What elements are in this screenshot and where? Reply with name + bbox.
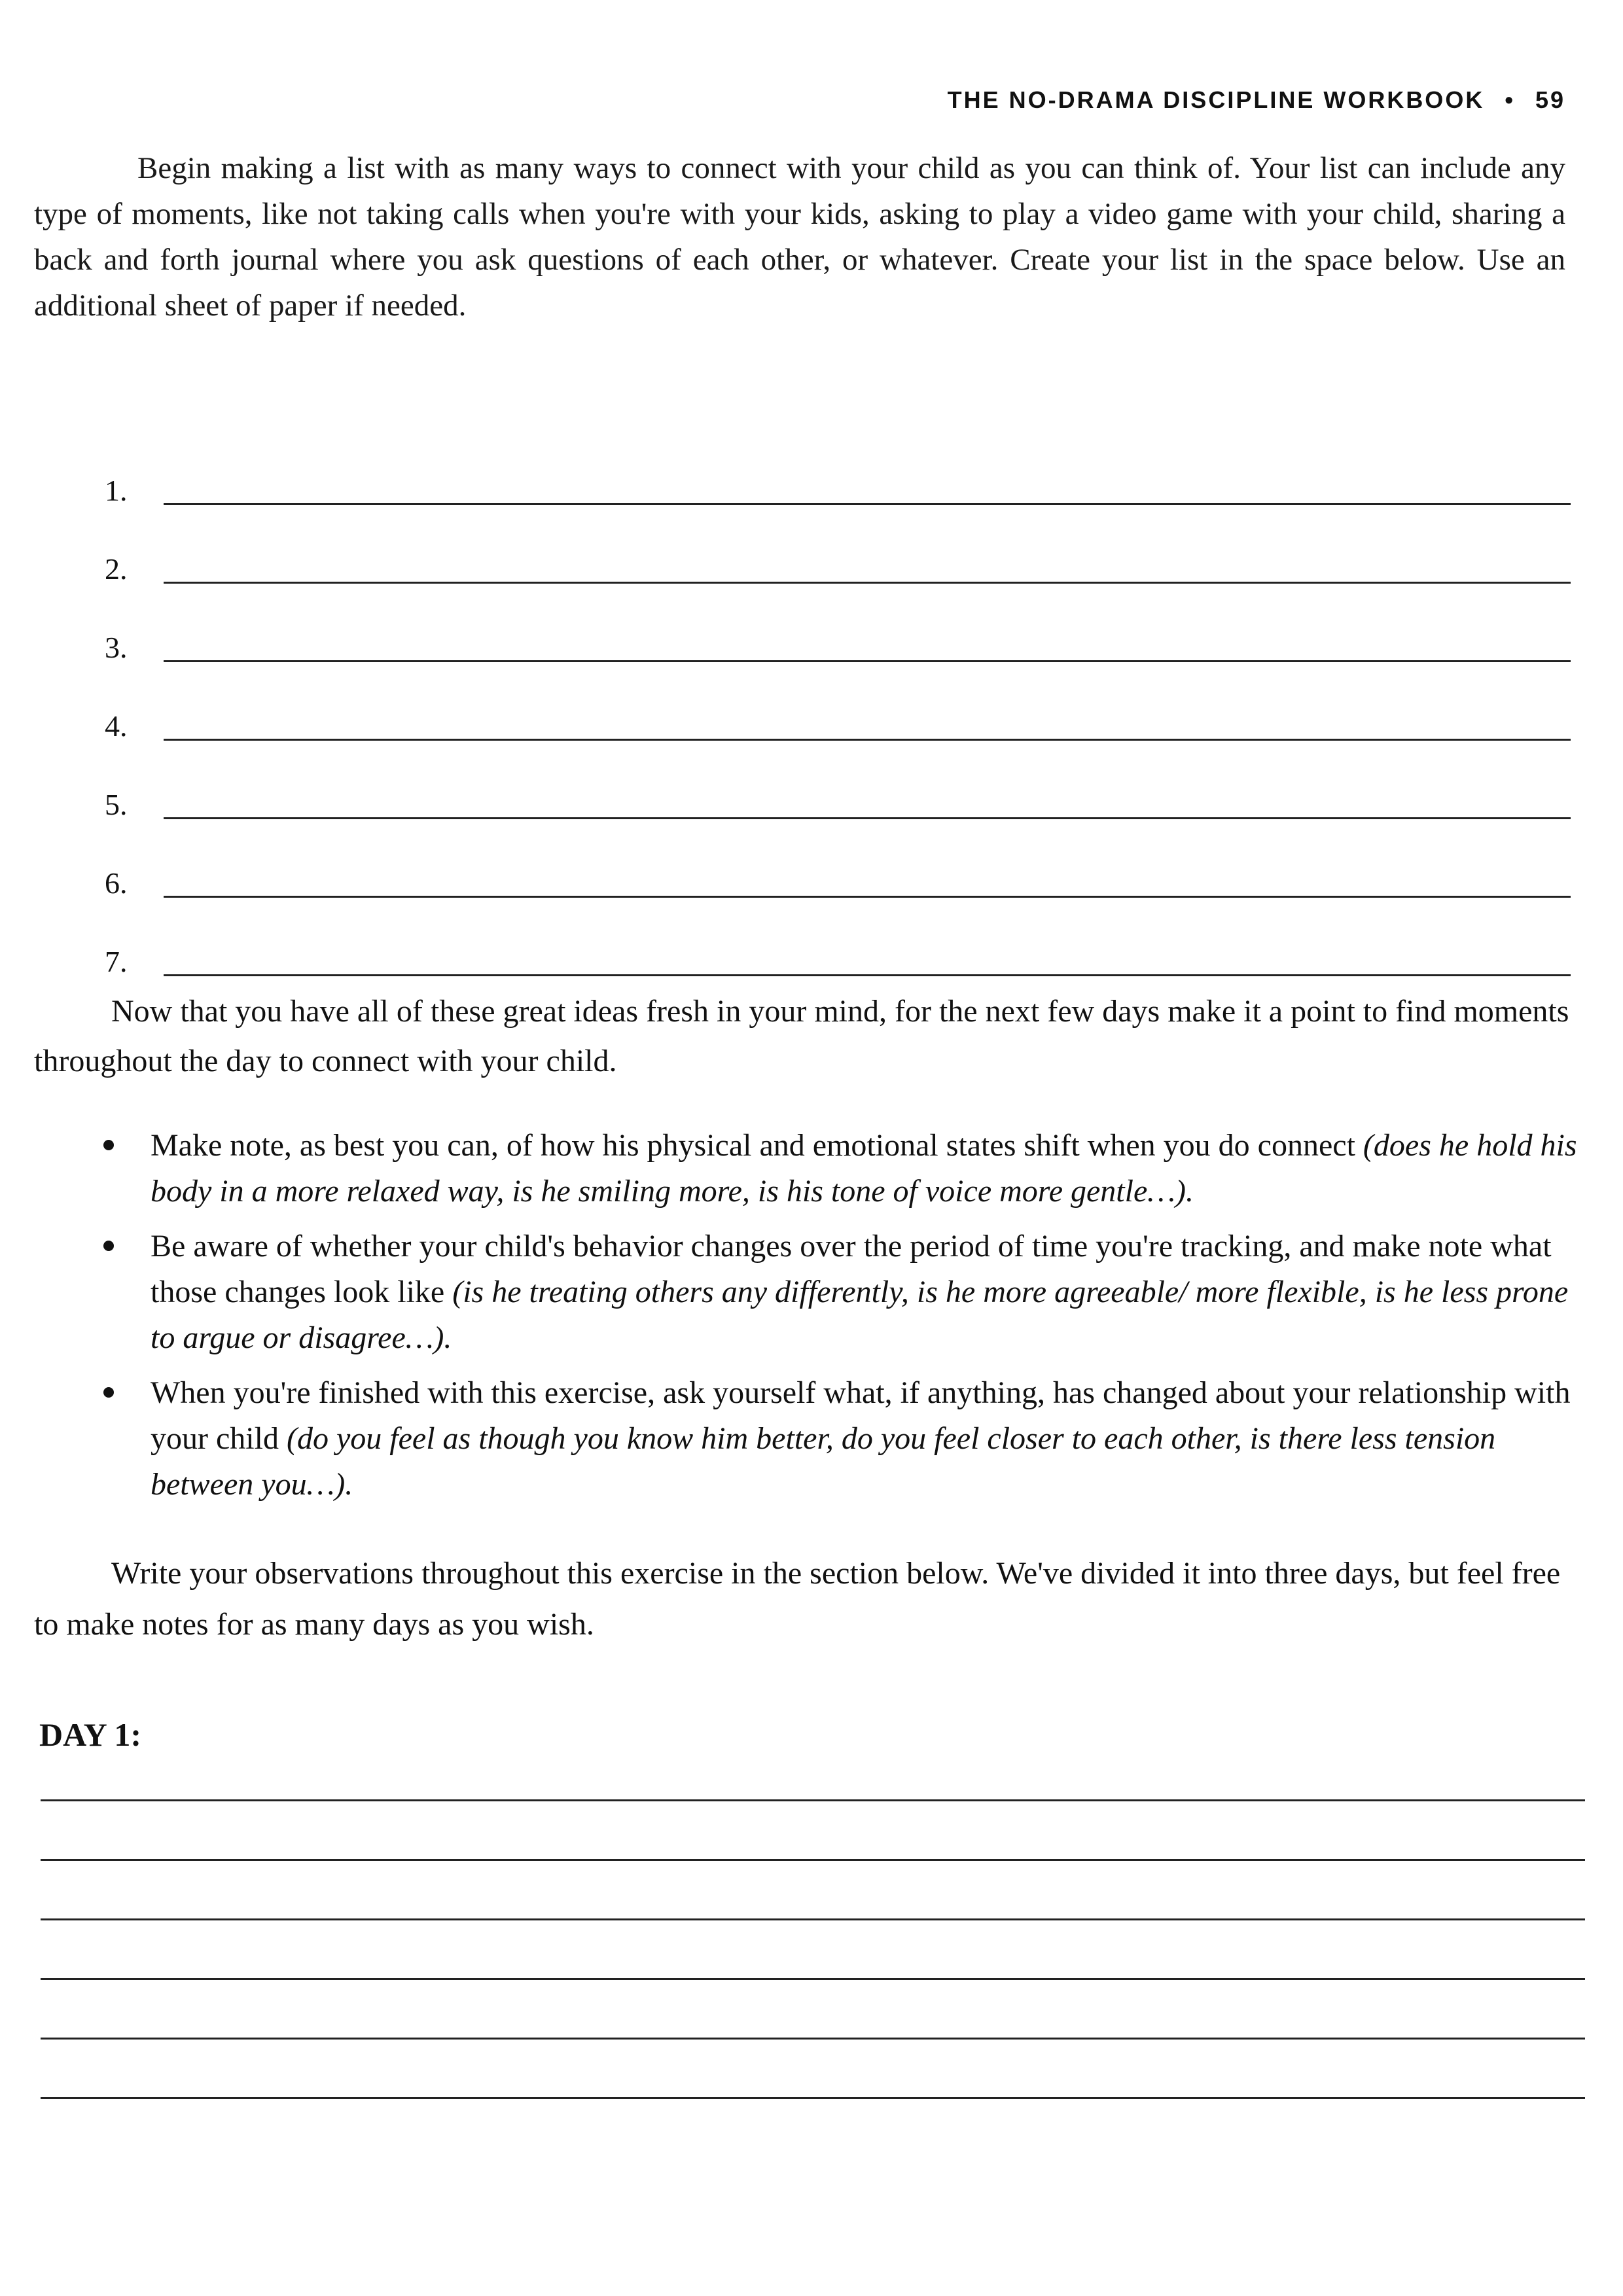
answer-number: 1. xyxy=(105,474,128,507)
answer-row xyxy=(105,826,1571,904)
answer-number: 5. xyxy=(105,788,128,821)
instruction-paragraph: Now that you have all of these great ideas fresh in your mind, for the next few days make it a point to find moments throughout the day to connect with your child. xyxy=(34,994,1569,1078)
bullet-icon xyxy=(103,1387,114,1398)
answer-row xyxy=(105,590,1571,669)
writing-line[interactable] xyxy=(41,1918,1585,1920)
answer-row xyxy=(105,512,1571,590)
answer-line[interactable] xyxy=(164,634,1571,662)
bullet-text: Be aware of whether your child's behavior changes over the period of time you're tracking, and make note what those changes look like xyxy=(151,1229,1552,1309)
header-separator: • xyxy=(1505,86,1515,113)
page-number: 59 xyxy=(1535,86,1565,113)
answer-number: 6. xyxy=(105,866,128,900)
answer-row xyxy=(105,669,1571,747)
bullet-icon xyxy=(103,1241,114,1251)
answer-row xyxy=(105,904,1571,983)
running-header xyxy=(948,86,1565,114)
day-1-heading: DAY 1: xyxy=(39,1716,142,1753)
answer-line[interactable] xyxy=(164,556,1571,584)
observations-paragraph: Write your observations throughout this exercise in the section below. We've divided it into three days, but feel free to make notes for as many days as you wish. xyxy=(34,1556,1561,1642)
answer-line[interactable] xyxy=(164,870,1571,898)
bullet-italic-text: (do you feel as though you know him better, do you feel closer to each other, is there less tension between you…). xyxy=(151,1421,1496,1502)
bullet-item xyxy=(98,1370,1584,1508)
bullet-list xyxy=(98,1123,1584,1517)
answer-number: 7. xyxy=(105,945,128,978)
bullet-text: Make note, as best you can, of how his physical and emotional states shift when you do connect xyxy=(151,1128,1363,1163)
bullet-text: When you're finished with this exercise, ask yourself what, if anything, has changed about your relationship with your child xyxy=(151,1375,1571,1456)
answer-line[interactable] xyxy=(164,477,1571,505)
answer-line[interactable] xyxy=(164,713,1571,741)
writing-line[interactable] xyxy=(41,1799,1585,1801)
bullet-italic-text: (does he hold his body in a more relaxed way, is he smiling more, is his tone of voice more gentle…). xyxy=(151,1128,1577,1209)
bullet-item xyxy=(98,1123,1584,1214)
bullet-italic-text: (is he treating others any differently, is he more agreeable/ more flexible, is he less prone to argue or disagree…). xyxy=(151,1275,1569,1355)
answer-row xyxy=(105,747,1571,826)
numbered-answer-list xyxy=(105,433,1571,983)
writing-line[interactable] xyxy=(41,2038,1585,2040)
bullet-item xyxy=(98,1224,1584,1361)
answer-line[interactable] xyxy=(164,948,1571,976)
bullet-icon xyxy=(103,1140,114,1150)
day-1-writing-lines xyxy=(41,1760,1585,2099)
answer-row xyxy=(105,433,1571,512)
writing-line[interactable] xyxy=(41,1978,1585,1980)
answer-number: 4. xyxy=(105,709,128,743)
writing-line[interactable] xyxy=(41,1859,1585,1861)
answer-number: 3. xyxy=(105,631,128,664)
answer-number: 2. xyxy=(105,552,128,586)
running-title: THE NO-DRAMA DISCIPLINE WORKBOOK xyxy=(947,86,1485,113)
writing-line[interactable] xyxy=(41,2097,1585,2099)
intro-paragraph: Begin making a list with as many ways to connect with your child as you can think of. Your list can include any type of moments, like not taking calls when you're with your kids, asking to play a video game with your child, sharing a back and forth journal where you ask questions of each other, or whatever. Create your list in the space below. Use an additional sheet of paper if needed. xyxy=(34,151,1565,323)
answer-line[interactable] xyxy=(164,791,1571,819)
